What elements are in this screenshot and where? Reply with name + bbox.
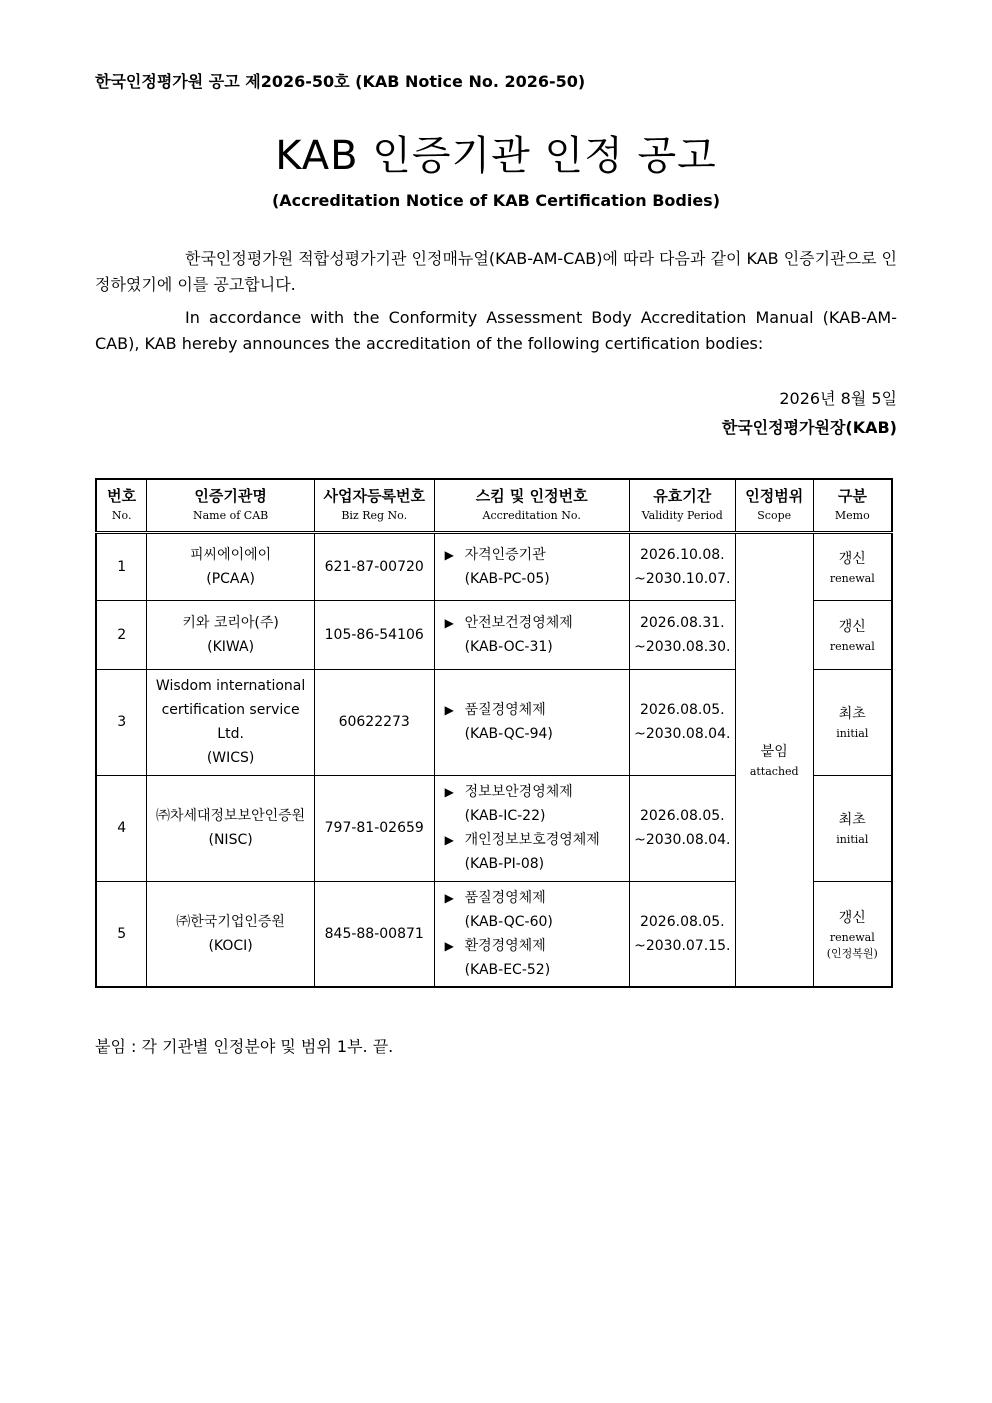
cell-biz: 60622273 xyxy=(314,669,434,775)
scheme-line xyxy=(445,934,625,958)
header-ko: 스킴 및 인정번호 xyxy=(475,487,588,506)
scheme-code: (KAB-QC-60) xyxy=(464,913,553,930)
scheme-line xyxy=(445,611,625,635)
cell-validity xyxy=(629,881,735,987)
scheme-line xyxy=(445,886,625,910)
cell-validity xyxy=(629,532,735,600)
validity-end: ~2030.08.30. xyxy=(634,638,731,655)
cell-no: 2 xyxy=(96,600,147,669)
cell-validity xyxy=(629,775,735,881)
accreditation-table xyxy=(95,478,893,988)
name-line: 피씨에이에이 xyxy=(190,546,272,563)
header-en: Scope xyxy=(757,509,792,523)
header-en: Accreditation No. xyxy=(482,509,581,523)
header-accreditation xyxy=(434,479,629,532)
cell-validity xyxy=(629,669,735,775)
cell-accreditation xyxy=(434,881,629,987)
memo-en: initial xyxy=(836,833,869,846)
cell-biz: 105-86-54106 xyxy=(314,600,434,669)
intro-english-text: In accordance with the Conformity Assessment Body Accreditation Manual (KAB-AM-CAB), KAB hereby announces the accreditation of the following certification bodies: xyxy=(95,308,897,353)
cell-no: 3 xyxy=(96,669,147,775)
cell-name xyxy=(147,532,315,600)
cell-name xyxy=(147,775,315,881)
cell-name xyxy=(147,669,315,775)
validity-start: 2026.08.31. xyxy=(639,614,725,631)
cell-accreditation xyxy=(434,669,629,775)
cell-memo xyxy=(813,532,892,600)
name-line: (WICS) xyxy=(206,750,255,766)
scheme-code: (KAB-PC-05) xyxy=(464,570,550,587)
name-line: (KIWA) xyxy=(207,638,255,655)
memo-ko: 최초 xyxy=(838,706,866,722)
memo-ko: 갱신 xyxy=(838,618,866,635)
header-ko: 번호 xyxy=(107,487,137,506)
header-no xyxy=(96,479,147,532)
memo-en: renewal xyxy=(829,930,875,944)
cell-memo xyxy=(813,775,892,881)
memo-en: renewal xyxy=(829,571,875,585)
name-line: Ltd. xyxy=(217,726,244,742)
memo-ko: 갱신 xyxy=(838,909,866,926)
cell-memo xyxy=(813,600,892,669)
triangle-bullet-icon: ▶ xyxy=(444,785,454,799)
validity-end: ~2030.08.04. xyxy=(634,726,731,742)
cell-accreditation xyxy=(434,600,629,669)
scheme-code: (KAB-EC-52) xyxy=(464,961,551,978)
scheme-name: 자격인증기관 xyxy=(464,546,546,563)
cell-validity xyxy=(629,600,735,669)
cell-biz: 621-87-00720 xyxy=(314,532,434,600)
header-scope xyxy=(735,479,813,532)
scheme-line xyxy=(445,780,625,804)
triangle-bullet-icon: ▶ xyxy=(444,547,454,562)
header-name xyxy=(147,479,315,532)
name-line: ㈜한국기업인증원 xyxy=(176,913,285,930)
header-ko: 인증기관명 xyxy=(194,487,267,506)
name-line: 키와 코리아(주) xyxy=(182,614,279,631)
validity-end: ~2030.07.15. xyxy=(634,937,731,954)
page-title: KAB 인증기관 인정 공고 xyxy=(275,133,717,179)
header-en: No. xyxy=(111,509,132,523)
triangle-bullet-icon: ▶ xyxy=(444,703,454,717)
name-line: (KOCI) xyxy=(208,937,253,954)
attachment-note: 붙임 : 각 기관별 인정분야 및 범위 1부. 끝. xyxy=(95,1037,394,1056)
header-ko: 사업자등록번호 xyxy=(323,487,425,506)
triangle-bullet-icon: ▶ xyxy=(444,615,454,630)
name-line: certification service xyxy=(161,702,300,718)
scheme-line xyxy=(445,828,625,852)
name-line: (NISC) xyxy=(208,832,253,848)
notice-date: 2026년 8월 5일 xyxy=(779,389,897,408)
validity-end: ~2030.08.04. xyxy=(634,832,731,848)
triangle-bullet-icon: ▶ xyxy=(444,938,454,953)
header-ko: 구분 xyxy=(837,487,867,506)
intro-paragraph-english xyxy=(95,305,897,357)
scheme-line xyxy=(445,698,625,722)
name-line: ㈜차세대정보보안인증원 xyxy=(155,808,306,824)
header-validity xyxy=(629,479,735,532)
scheme-name: 환경경영체제 xyxy=(464,937,546,954)
scheme-code: (KAB-QC-94) xyxy=(464,726,553,742)
memo-ko: 갱신 xyxy=(838,550,866,567)
scheme-line xyxy=(445,543,625,567)
cell-memo xyxy=(813,881,892,987)
validity-start: 2026.10.08. xyxy=(639,546,725,563)
header-en: Biz Reg No. xyxy=(341,509,408,523)
cell-name xyxy=(147,881,315,987)
intro-paragraph-korean xyxy=(95,246,897,298)
scheme-name: 정보보안경영체제 xyxy=(464,784,573,800)
cell-no: 5 xyxy=(96,881,147,987)
table-header-row xyxy=(96,479,892,532)
notice-number: 한국인정평가원 공고 제2026-50호 (KAB Notice No. 2026-50) xyxy=(95,72,586,91)
scheme-name: 품질경영체제 xyxy=(464,889,546,906)
scope-en: attached xyxy=(749,764,799,778)
header-ko: 인정범위 xyxy=(745,487,804,506)
header-memo xyxy=(813,479,892,532)
header-en: Memo xyxy=(834,509,870,523)
scheme-name: 품질경영체제 xyxy=(464,702,546,718)
cell-accreditation xyxy=(434,775,629,881)
scheme-code: (KAB-OC-31) xyxy=(464,638,553,655)
validity-start: 2026.08.05. xyxy=(639,913,725,930)
signer: 한국인정평가원장(KAB) xyxy=(721,418,897,437)
cell-memo xyxy=(813,669,892,775)
header-biz xyxy=(314,479,434,532)
name-line: Wisdom international xyxy=(155,678,306,694)
header-en: Validity Period xyxy=(641,509,723,523)
validity-end: ~2030.10.07. xyxy=(634,570,731,587)
header-ko: 유효기간 xyxy=(653,487,712,506)
scheme-code: (KAB-PI-08) xyxy=(464,856,545,872)
memo-note: (인정복원) xyxy=(826,946,878,960)
memo-ko: 최초 xyxy=(838,812,866,828)
scheme-code: (KAB-IC-22) xyxy=(464,808,546,824)
name-line: (PCAA) xyxy=(206,570,255,587)
table-row xyxy=(96,532,892,600)
cell-biz: 797-81-02659 xyxy=(314,775,434,881)
scheme-name: 안전보건경영체제 xyxy=(464,614,573,631)
cell-no: 1 xyxy=(96,532,147,600)
validity-start: 2026.08.05. xyxy=(639,702,725,718)
cell-no: 4 xyxy=(96,775,147,881)
validity-start: 2026.08.05. xyxy=(639,808,725,824)
memo-en: renewal xyxy=(829,639,875,653)
memo-en: initial xyxy=(836,727,869,740)
cell-biz: 845-88-00871 xyxy=(314,881,434,987)
header-en: Name of CAB xyxy=(192,509,269,523)
cell-name xyxy=(147,600,315,669)
page-subtitle: (Accreditation Notice of KAB Certification Bodies) xyxy=(271,191,721,210)
intro-korean-text: 한국인정평가원 적합성평가기관 인정매뉴얼(KAB-AM-CAB)에 따라 다음과 같이 KAB 인증기관으로 인정하였기에 이를 공고합니다. xyxy=(95,249,897,294)
cell-accreditation xyxy=(434,532,629,600)
triangle-bullet-icon: ▶ xyxy=(444,833,454,847)
triangle-bullet-icon: ▶ xyxy=(444,890,454,905)
cell-scope xyxy=(735,532,813,987)
scope-ko: 붙임 xyxy=(760,743,788,760)
scheme-name: 개인정보보호경영체제 xyxy=(464,832,600,848)
